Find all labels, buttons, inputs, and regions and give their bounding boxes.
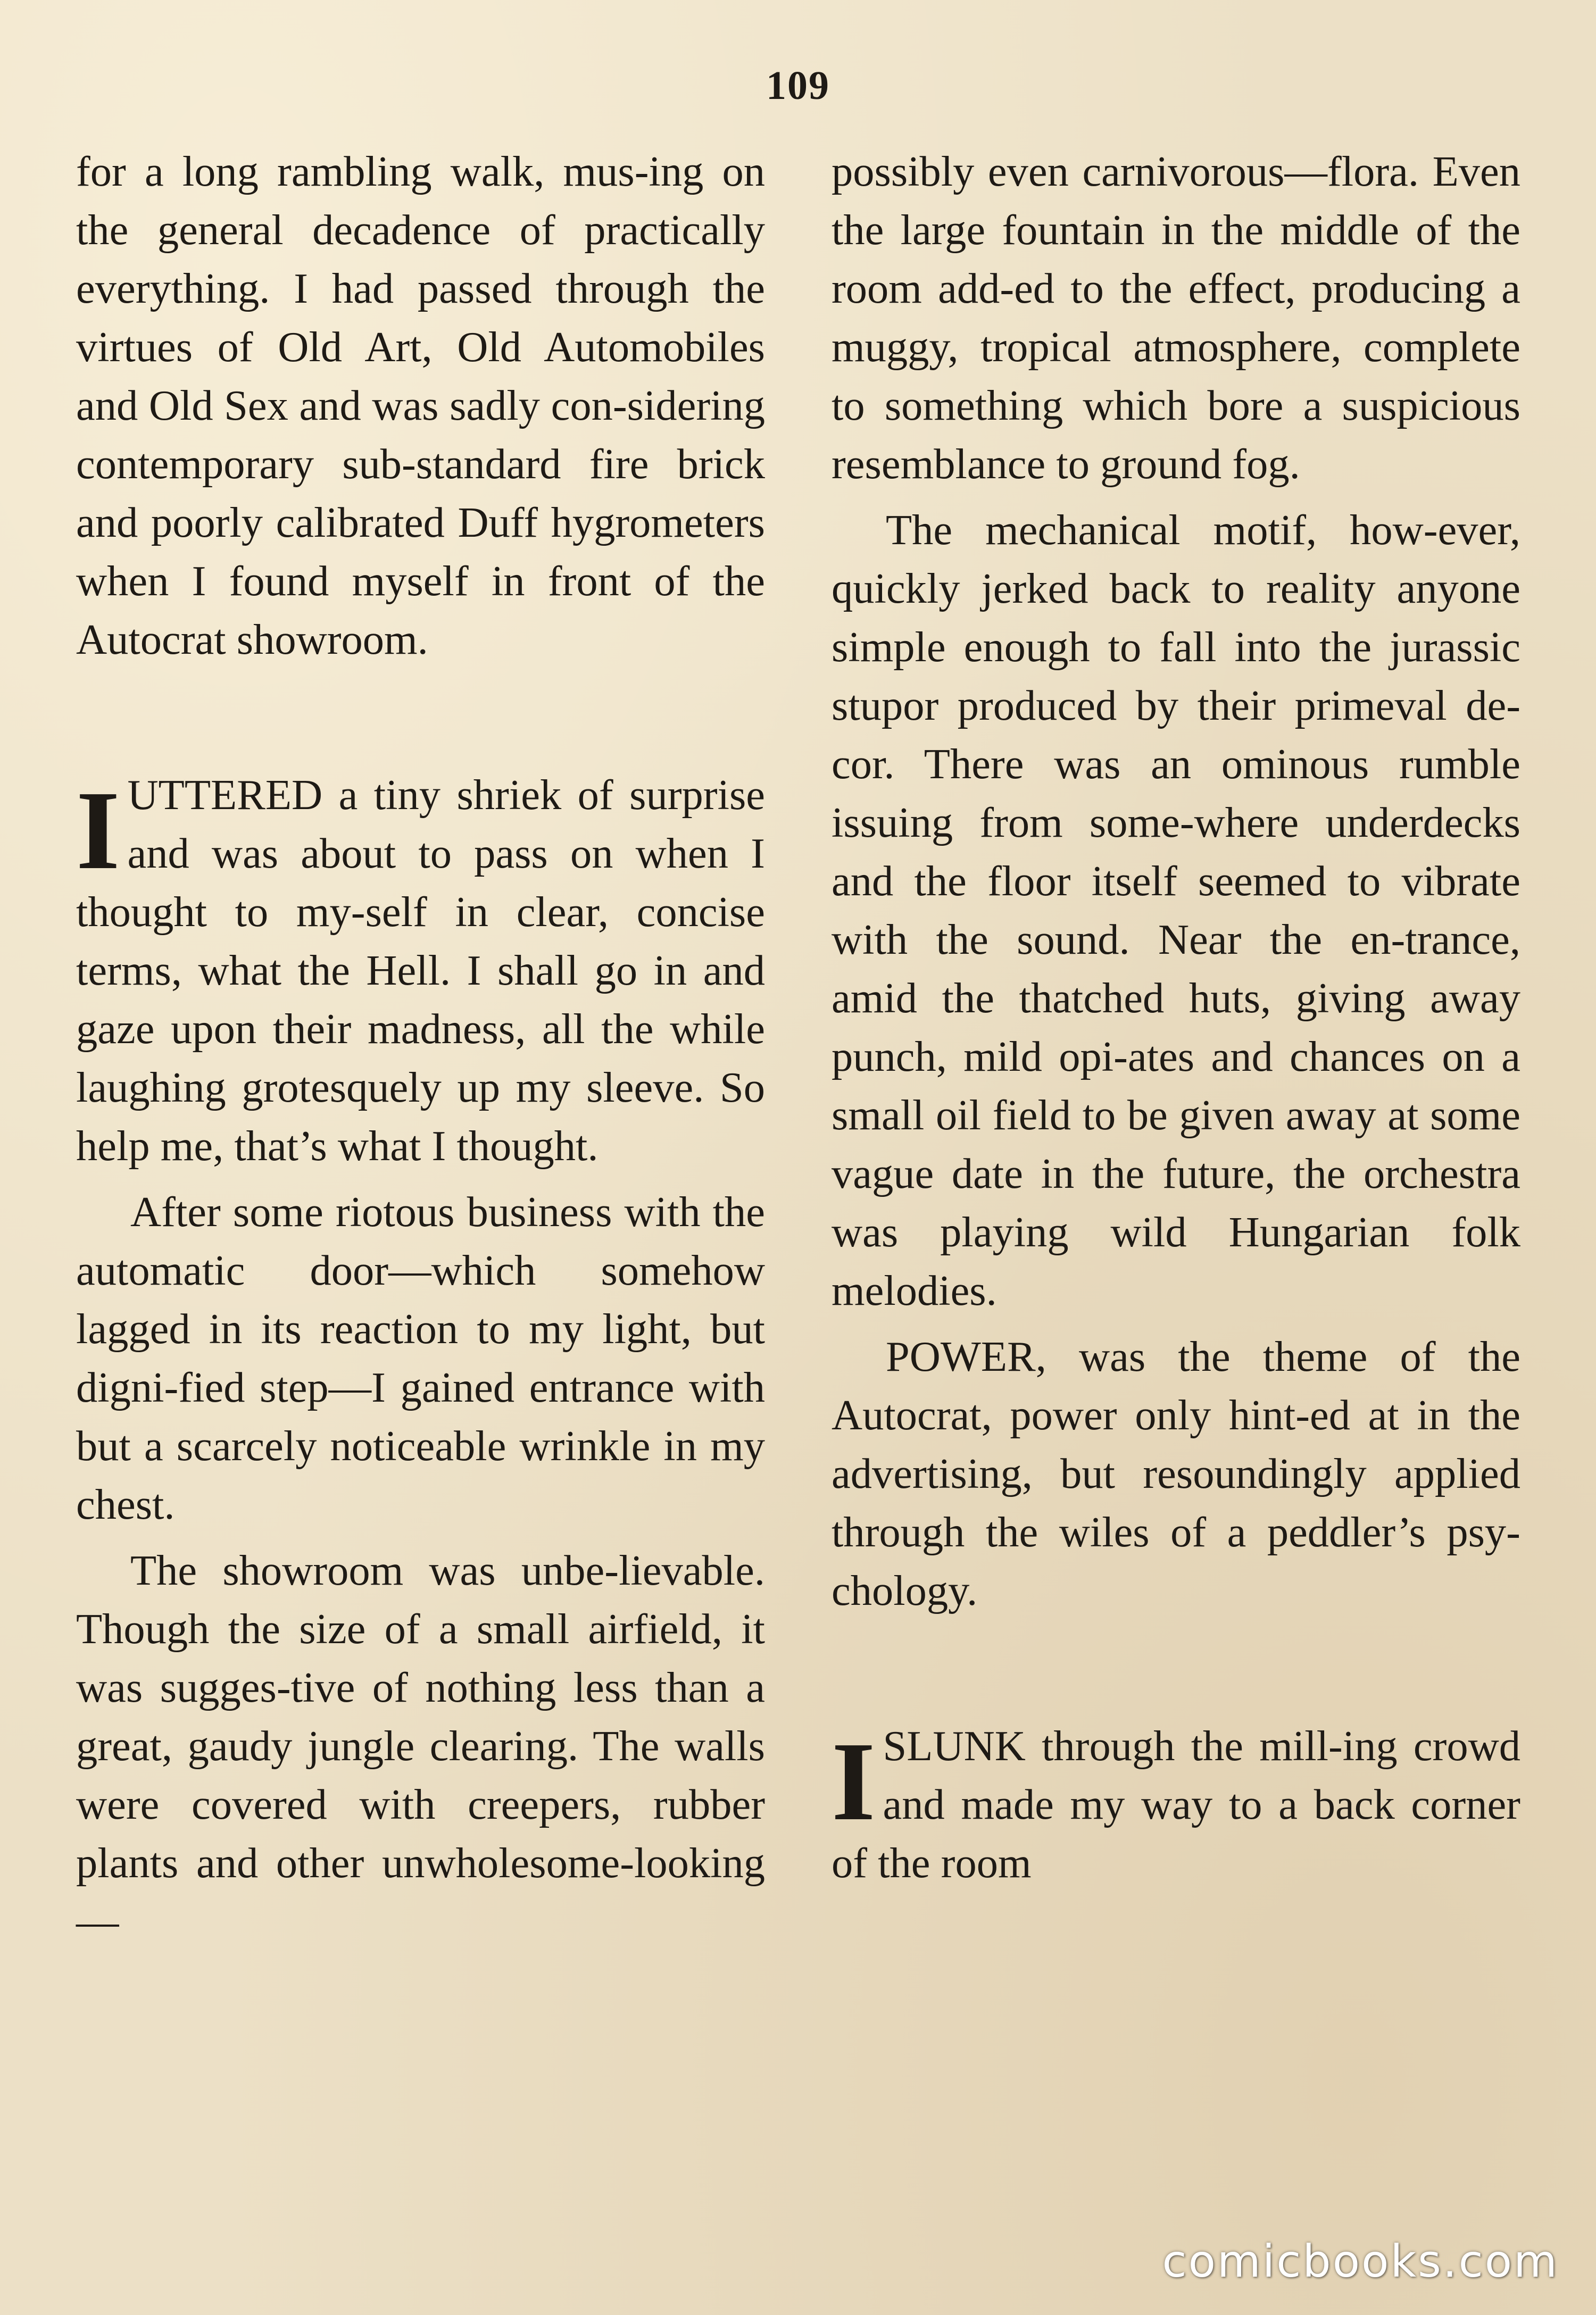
right-paragraph-4 xyxy=(832,1717,1520,1893)
section-break xyxy=(832,1628,1520,1717)
right-paragraph-4-text: SLUNK through the mill-ing crowd and made my way to a back corner of the room xyxy=(832,1722,1520,1887)
left-column xyxy=(76,143,765,1959)
drop-cap-letter: I xyxy=(76,768,120,893)
page-number: 109 xyxy=(766,63,830,108)
right-paragraph-2: The mechanical motif, how-ever, quickly jerked back to reality anyone simple enough to fall into the jurassic stupor produced by their primeval de-cor. There was an ominous rumble issuing from some-where underdecks and the floor itself seemed to vibrate with the sound. Near the en-trance, amid the thatched huts, giving away punch, mild opi-ates and chances on a small oil field to be given away at some vague date in the future, the orchestra was playing wild Hungarian folk melodies. xyxy=(832,506,1520,1314)
left-paragraph-2-text: UTTERED a tiny shriek of surprise and was about to pass on when I thought to my-self in clear, concise terms, what the Hell. I shall go in and gaze upon their madness, all the while laughing grotesquely up my sleeve. So help me, that’s what I thought. xyxy=(76,771,765,1170)
left-paragraph-2 xyxy=(76,766,765,1176)
site-watermark: comicbooks.com xyxy=(1162,2235,1559,2287)
drop-cap-letter: I xyxy=(832,1719,876,1844)
section-break xyxy=(76,677,765,766)
right-paragraph-1: possibly even carnivorous—flora. Even the large fountain in the middle of the room add-ed to the effect, producing a muggy, tropical atmosphere, complete to something which bore a suspicious resemblance to ground fog. xyxy=(832,148,1520,488)
right-column xyxy=(832,143,1520,1900)
left-paragraph-4: The showroom was unbe-lievable. Though the size of a small airfield, it was sugges-tive of nothing less than a great, gaudy jungle clearing. The walls were covered with creepers, rubber plants and other unwholesome-looking— xyxy=(76,1547,765,1945)
left-paragraph-1: for a long rambling walk, mus-ing on the general decadence of practically everything. I had passed through the virtues of Old Art, Old Automobiles and Old Sex and was sadly con-sidering contemporary sub-standard fire brick and poorly calibrated Duff hygrometers when I found myself in front of the Autocrat showroom. xyxy=(76,148,765,663)
right-paragraph-3: POWER, was the theme of the Autocrat, power only hint-ed at in the advertising, but resoundingly applied through the wiles of a peddler’s psy-chology. xyxy=(832,1333,1520,1614)
left-paragraph-3: After some riotous business with the automatic door—which somehow lagged in its reaction to my light, but digni-fied step—I gained entrance with but a scarcely noticeable wrinkle in my chest. xyxy=(76,1188,765,1528)
